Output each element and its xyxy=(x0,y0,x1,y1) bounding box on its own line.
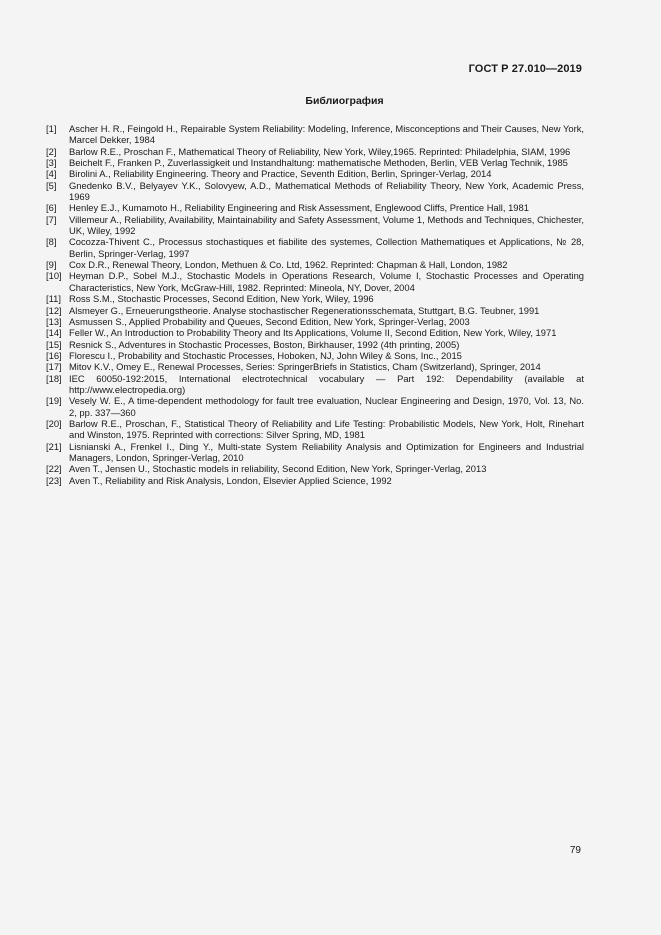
reference-text: Heyman D.P., Sobel M.J., Stochastic Models in Operations Research, Volume I, Stochastic Processes and Operating Characteristics, New York, McGraw-Hill, 1982. Reprinted: Mineola, NY, Dover, 2004 xyxy=(69,270,584,293)
reference-text: Resnick S., Adventures in Stochastic Processes, Boston, Birkhauser, 1992 (4th printing, 2005) xyxy=(69,338,460,350)
reference-number: [23] xyxy=(46,474,62,486)
reference-number: [11] xyxy=(46,293,61,305)
reference-text: Aven T., Reliability and Risk Analysis, London, Elsevier Applied Science, 1992 xyxy=(69,474,392,486)
page-number: 79 xyxy=(569,845,581,856)
reference-text: IEC 60050-192:2015, International electrotechnical vocabulary — Part 192: Dependability (available at http://www.electropedia.org) xyxy=(69,372,584,395)
reference-item xyxy=(46,373,584,396)
reference-text: Vesely W. E., A time-dependent methodology for fault tree evaluation, Nuclear Engineering and Design, 1970, Vol. 13, No. 2, pp. 337—360 xyxy=(69,395,584,418)
reference-number: [18] xyxy=(46,372,62,384)
reference-item xyxy=(46,259,584,270)
reference-text: Alsmeyer G., Erneuerungstheorie. Analyse stochastischer Regenerationsschemata, Stuttgart, B.G. Teubner, 1991 xyxy=(69,304,540,316)
reference-number: [16] xyxy=(46,349,62,361)
page-title: Библиография xyxy=(305,95,384,107)
reference-number: [3] xyxy=(46,157,57,169)
reference-item xyxy=(46,293,584,304)
reference-number: [22] xyxy=(46,463,62,475)
reference-text: Lisnianski A., Frenkel I., Ding Y., Multi-state System Reliability Analysis and Optimization for Engineers and Industrial Managers, London, Springer-Verlag, 2010 xyxy=(69,440,584,463)
reference-item xyxy=(46,361,584,372)
reference-text: Beichelt F., Franken P., Zuverlassigkeit und Instandhaltung: mathematische Methoden, Berlin, VEB Verlag Technik, 1985 xyxy=(69,157,568,169)
reference-number: [8] xyxy=(46,236,57,248)
document-header: ГОСТ Р 27.010—2019 xyxy=(468,63,582,75)
reference-item xyxy=(46,441,584,464)
reference-number: [2] xyxy=(46,145,57,157)
reference-item xyxy=(46,214,584,237)
reference-item xyxy=(46,146,584,157)
reference-number: [10] xyxy=(46,270,62,282)
reference-item xyxy=(46,327,584,338)
reference-item xyxy=(46,270,584,293)
reference-text: Ascher H. R., Feingold H., Repairable System Reliability: Modeling, Inference, Misconceptions and Their Causes, New York, Marcel Dekker, 1984 xyxy=(69,123,584,146)
reference-number: [13] xyxy=(46,315,62,327)
reference-item xyxy=(46,236,584,259)
reference-text: Mitov K.V., Omey E., Renewal Processes, Series: SpringerBriefs in Statistics, Cham (Switzerland), Springer, 2014 xyxy=(69,361,541,373)
reference-text: Cox D.R., Renewal Theory, London, Methuen & Co. Ltd, 1962. Reprinted: Chapman & Hall, London, 1982 xyxy=(69,259,508,271)
reference-text: Villemeur A., Reliability, Availability, Maintainability and Safety Assessment, Volume 1, Methods and Techniques, Chichester, UK, Wiley, 1992 xyxy=(69,213,584,237)
reference-text: Barlow R.E., Proschan, F., Statistical Theory of Reliability and Life Testing: Probabilistic Models, New York, Holt, Rinehart and Winston, 1975. Reprinted with corrections: Silver Spring, MD, 1981 xyxy=(69,417,584,441)
reference-item xyxy=(46,350,584,361)
reference-item xyxy=(46,180,584,203)
reference-item xyxy=(46,463,584,474)
reference-item xyxy=(46,316,584,327)
reference-number: [9] xyxy=(46,259,57,271)
reference-item xyxy=(46,123,584,146)
reference-number: [6] xyxy=(46,202,57,214)
reference-item xyxy=(46,305,584,316)
reference-number: [7] xyxy=(46,213,57,225)
reference-text: Barlow R.E., Proschan F., Mathematical Theory of Reliability, New York, Wiley,1965. Reprinted: Philadelphia, SIAM, 1996 xyxy=(69,145,571,157)
reference-number: [20] xyxy=(46,417,62,429)
reference-item xyxy=(46,418,584,441)
reference-number: [12] xyxy=(46,304,62,316)
reference-text: Florescu I., Probability and Stochastic Processes, Hoboken, NJ, John Wiley & Sons, Inc., 2015 xyxy=(69,349,462,361)
reference-item xyxy=(46,157,584,168)
reference-text: Birolini A., Reliability Engineering. Theory and Practice, Seventh Edition, Berlin, Springer-Verlag, 2014 xyxy=(69,168,492,180)
reference-number: [19] xyxy=(46,395,62,407)
reference-item xyxy=(46,395,584,418)
reference-item xyxy=(46,339,584,350)
reference-number: [5] xyxy=(46,179,57,191)
reference-number: [14] xyxy=(46,327,62,339)
reference-text: Cocozza-Thivent C., Processus stochastiques et fiabilite des systemes, Collection Mathematiques et Applications, № 28, Berlin, Springer-Verlag, 1997 xyxy=(69,236,584,259)
reference-number: [15] xyxy=(46,338,62,350)
reference-number: [4] xyxy=(46,168,57,180)
reference-text: Henley E.J., Kumamoto H., Reliability Engineering and Risk Assessment, Englewood Cliffs, Prentice Hall, 1981 xyxy=(69,202,529,214)
reference-number: [17] xyxy=(46,361,62,373)
reference-item xyxy=(46,475,584,486)
reference-item xyxy=(46,202,584,213)
bibliography-list xyxy=(46,123,584,486)
reference-text: Gnedenko B.V., Belyayev Y.K., Solovyew, A.D., Mathematical Methods of Reliability Theory, New York, Academic Press, 1969 xyxy=(69,179,584,203)
reference-number: [1] xyxy=(46,123,57,134)
reference-number: [21] xyxy=(46,440,62,452)
reference-text: Aven T., Jensen U., Stochastic models in reliability, Second Edition, New York, Springer-Verlag, 2013 xyxy=(69,463,487,475)
reference-item xyxy=(46,168,584,179)
reference-text: Feller W., An Introduction to Probability Theory and Its Applications, Volume II, Second Edition, New York, Wiley, 1971 xyxy=(69,327,557,339)
reference-text: Ross S.M., Stochastic Processes, Second Edition, New York, Wiley, 1996 xyxy=(69,293,374,305)
reference-text: Asmussen S., Applied Probability and Queues, Second Edition, New York, Springer-Verlag, 2003 xyxy=(69,315,470,327)
